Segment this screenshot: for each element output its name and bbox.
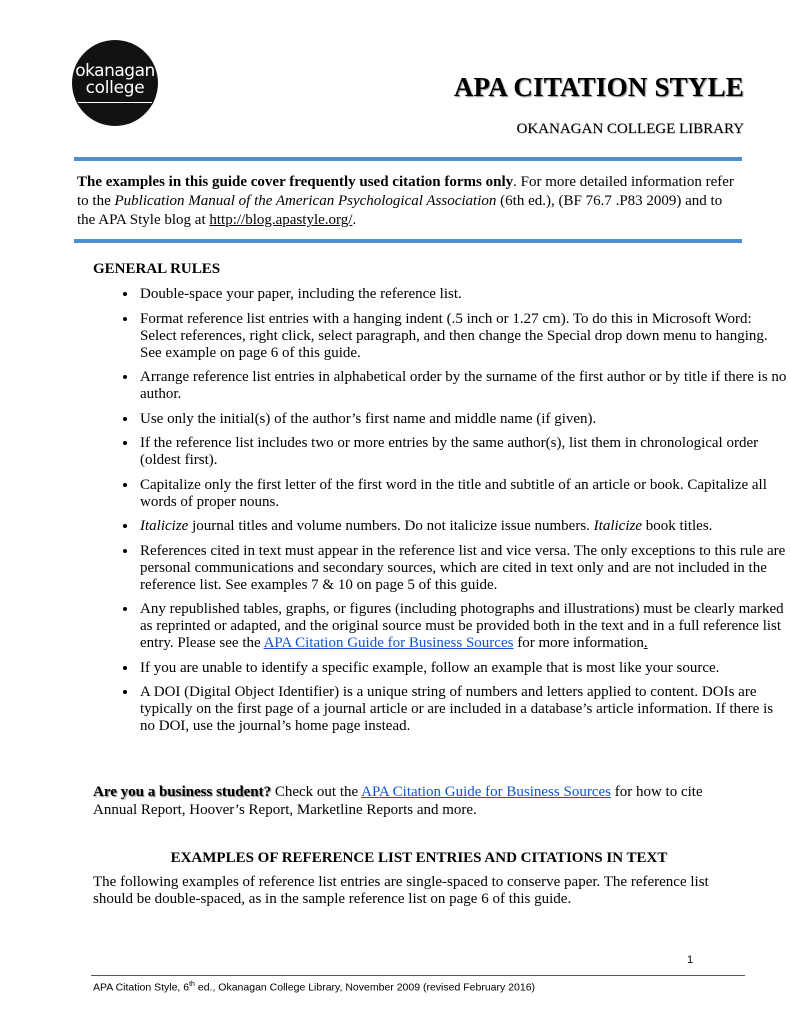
rule-text: journal titles and volume numbers. Do not italicize issue numbers. xyxy=(188,518,594,534)
rule-text: If the reference list includes two or more entries by the same author(s), list them in chronological order (oldest first). xyxy=(140,435,759,468)
manual-title: Publication Manual of the American Psychological Association xyxy=(114,193,497,209)
rule-item xyxy=(138,411,790,428)
footer-divider xyxy=(91,975,745,976)
business-student-question: Are you a business student? xyxy=(93,784,272,800)
rule-text: for more information xyxy=(513,635,644,651)
rule-text: Any republished tables, graphs, or figures (including photographs and illustrations) must be clearly marked as reprinted or adapted, and the original source must be provided both in the text and in a full reference list entry. Please see the xyxy=(140,601,784,651)
rule-item xyxy=(138,286,790,303)
rule-text: Capitalize only the first letter of the first word in the title and subtitle of an article or book. Capitalize all words of proper nouns. xyxy=(140,476,767,510)
document-subtitle: OKANAGAN COLLEGE LIBRARY xyxy=(516,121,744,137)
rule-item xyxy=(138,518,790,535)
rule-text: Use only the initial(s) of the author’s first name and middle name (if given). xyxy=(140,410,597,427)
rule-text: A DOI (Digital Object Identifier) is a unique string of numbers and letters applied to content. DOIs are typically on the first page of a journal article or are included in a database’s article information. If there is no DOI, use the journal’s home page instead. xyxy=(140,684,774,734)
logo-line-2: college xyxy=(85,78,145,98)
footer-prefix: APA Citation Style, 6 xyxy=(93,981,190,994)
page-number: 1 xyxy=(687,954,694,966)
rule-item xyxy=(138,660,790,677)
rule-item xyxy=(138,601,790,652)
okanagan-college-logo xyxy=(72,40,158,126)
rule-item xyxy=(138,477,790,511)
document-title: APA CITATION STYLE xyxy=(453,72,744,102)
intro-bottom-divider xyxy=(74,239,742,243)
blog-link[interactable]: http://blog.apastyle.org/ xyxy=(209,212,353,228)
rule-text: Format reference list entries with a hanging indent (.5 inch or 1.27 cm). To do this in Microsoft Word: Select references, right click, select paragraph, and then change the Special drop down menu to hanging. See example on page 6 of this guide. xyxy=(140,310,768,361)
rule-item xyxy=(138,435,790,469)
business-text-1: Check out the xyxy=(271,784,362,800)
business-text-2: for how to cite Annual Report, Hoover’s Report, Marketline Reports and more. xyxy=(93,784,703,818)
rule-italic: Italicize xyxy=(140,518,189,534)
rule-text-period: . xyxy=(643,635,648,651)
business-guide-link[interactable]: APA Citation Guide for Business Sources xyxy=(361,784,611,800)
top-divider xyxy=(74,157,742,161)
logo-rule xyxy=(78,102,152,103)
rule-italic: Italicize xyxy=(593,518,642,534)
logo-line-1: okanagan xyxy=(75,61,155,81)
page-footer xyxy=(93,981,535,994)
rule-text: Arrange reference list entries in alphabetical order by the surname of the first author or by title if there is no author. xyxy=(140,369,787,402)
footer-superscript: th xyxy=(189,981,195,988)
rule-item xyxy=(138,311,790,362)
rule-item xyxy=(138,369,790,403)
rule-item xyxy=(138,684,790,735)
examples-heading: EXAMPLES OF REFERENCE LIST ENTRIES AND CITATIONS IN TEXT xyxy=(170,850,668,866)
business-student-note xyxy=(93,783,745,819)
intro-text-2: (6th ed.), (BF 76.7 .P83 2009) and to the APA Style blog at xyxy=(77,193,723,228)
rule-text: Double-space your paper, including the reference list. xyxy=(140,286,462,302)
general-rules-list xyxy=(93,286,790,743)
rule-item xyxy=(138,543,790,594)
examples-paragraph: The following examples of reference list entries are single-spaced to conserve paper. The reference list should be double-spaced, as in the sample reference list on page 6 of this guide. xyxy=(93,874,709,907)
rule-text: If you are unable to identify a specific example, follow an example that is most like your source. xyxy=(140,659,720,676)
intro-bold: The examples in this guide cover frequently used citation forms only xyxy=(77,174,514,190)
intro-text-3: . xyxy=(352,212,357,228)
business-guide-link[interactable]: APA Citation Guide for Business Sources xyxy=(263,635,514,651)
intro-paragraph xyxy=(77,173,742,230)
footer-suffix: ed., Okanagan College Library, November 2009 (revised February 2016) xyxy=(194,981,536,994)
rule-text: book titles. xyxy=(642,518,713,534)
intro-text-1: . For more detailed information refer to the xyxy=(77,174,734,209)
rule-text: References cited in text must appear in the reference list and vice versa. The only exceptions to this rule are personal communications and secondary sources, which are cited in text only and are not included in the reference list. See examples 7 & 10 on page 5 of this guide. xyxy=(140,542,786,593)
general-rules-heading: GENERAL RULES xyxy=(93,261,221,277)
